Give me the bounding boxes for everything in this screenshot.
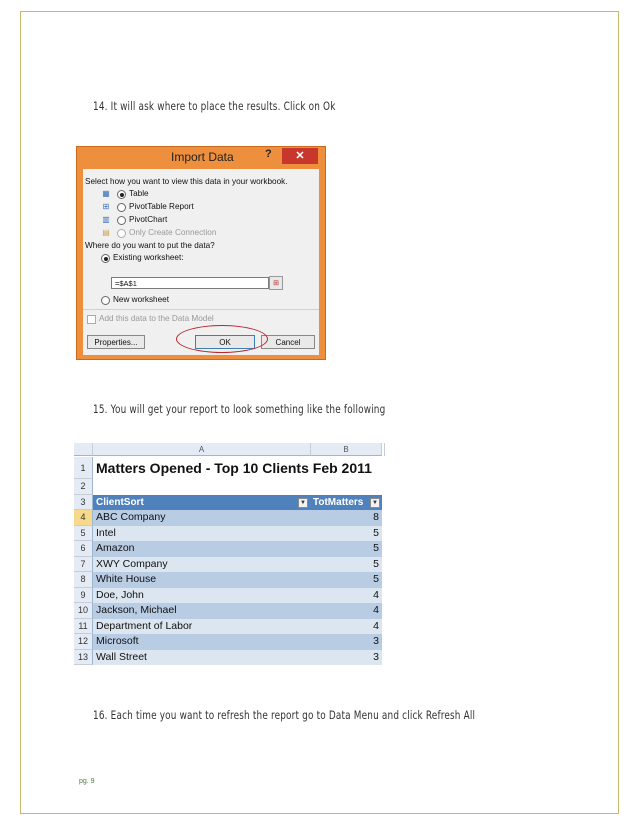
ok-highlight-ellipse (176, 325, 268, 353)
ok-button[interactable]: OK (195, 335, 255, 349)
page-number: pg. 9 (79, 778, 95, 785)
row-number[interactable]: 4 (74, 510, 93, 526)
report-spreadsheet (74, 443, 382, 665)
row-number[interactable]: 5 (74, 526, 93, 542)
matters-count-cell[interactable]: 3 (311, 650, 382, 666)
cancel-button[interactable]: Cancel (261, 335, 315, 349)
client-cell[interactable]: Intel (93, 526, 311, 542)
dialog-separator (83, 309, 319, 310)
matters-count-cell[interactable]: 4 (311, 619, 382, 635)
row-number[interactable]: 13 (74, 650, 93, 666)
properties-button[interactable]: Properties... (87, 335, 145, 349)
pivotchart-option-label: PivotChart (129, 215, 168, 224)
column-header-a[interactable]: A (93, 443, 311, 456)
row-number[interactable]: 7 (74, 557, 93, 573)
column-header-b-spacer (384, 443, 385, 456)
row-number[interactable]: 2 (74, 479, 93, 495)
pivottable-radio[interactable] (117, 203, 126, 212)
row-number[interactable]: 6 (74, 541, 93, 557)
table-icon: ▦ (102, 189, 110, 198)
connection-radio (117, 229, 126, 238)
header-totmatters[interactable]: TotMatters (311, 495, 382, 511)
view-prompt: Select how you want to view this data in your workbook. (85, 177, 288, 186)
new-worksheet-radio[interactable] (101, 296, 110, 305)
connection-option-label: Only Create Connection (129, 228, 217, 237)
matters-count-cell[interactable]: 5 (311, 541, 382, 557)
close-button[interactable]: ✕ (282, 148, 318, 164)
matters-count-cell[interactable]: 4 (311, 603, 382, 619)
client-cell[interactable]: White House (93, 572, 311, 588)
row-number[interactable]: 3 (74, 495, 93, 511)
existing-worksheet-label: Existing worksheet: (113, 253, 184, 262)
help-button[interactable]: ? (265, 148, 272, 160)
report-title[interactable]: Matters Opened - Top 10 Clients Feb 2011 (96, 460, 372, 476)
row-number[interactable]: 8 (74, 572, 93, 588)
client-cell[interactable]: Amazon (93, 541, 311, 557)
pivottable-icon: ⊞ (102, 202, 110, 211)
matters-count-cell[interactable]: 3 (311, 634, 382, 650)
dialog-title: Import Data (171, 150, 234, 164)
row-number[interactable]: 11 (74, 619, 93, 635)
dialog-title-bar (77, 147, 325, 169)
step-16-text: 16. Each time you want to refresh the report go to Data Menu and click Refresh All (93, 708, 476, 722)
step-14-text: 14. It will ask where to place the results. Click on Ok (93, 99, 336, 113)
filter-dropdown-icon[interactable]: ▼ (298, 498, 308, 508)
table-radio[interactable] (117, 190, 126, 199)
client-cell[interactable]: Microsoft (93, 634, 311, 650)
matters-count-cell[interactable]: 5 (311, 572, 382, 588)
table-option-label: Table (129, 189, 149, 198)
pivottable-option-label: PivotTable Report (129, 202, 194, 211)
client-cell[interactable]: Doe, John (93, 588, 311, 604)
new-worksheet-label: New worksheet (113, 295, 169, 304)
row-number[interactable]: 1 (74, 457, 93, 479)
place-prompt: Where do you want to put the data? (85, 241, 215, 250)
matters-count-cell[interactable]: 5 (311, 557, 382, 573)
client-cell[interactable]: Jackson, Michael (93, 603, 311, 619)
filter-dropdown-icon[interactable]: ▼ (370, 498, 380, 508)
data-model-checkbox (87, 315, 96, 324)
row-number[interactable]: 10 (74, 603, 93, 619)
data-model-label: Add this data to the Data Model (99, 314, 214, 323)
range-input[interactable]: =$A$1 (111, 277, 269, 289)
select-all-corner[interactable] (74, 443, 93, 456)
matters-count-cell[interactable]: 8 (311, 510, 382, 526)
column-header-b[interactable]: B (311, 443, 382, 456)
pivotchart-icon: ▥ (102, 215, 110, 224)
matters-count-cell[interactable]: 4 (311, 588, 382, 604)
client-cell[interactable]: XWY Company (93, 557, 311, 573)
range-picker-icon[interactable]: ⊞ (269, 276, 283, 290)
step-15-text: 15. You will get your report to look something like the following (93, 402, 386, 416)
header-clientsort[interactable]: ClientSort (93, 495, 311, 511)
matters-count-cell[interactable]: 5 (311, 526, 382, 542)
client-cell[interactable]: ABC Company (93, 510, 311, 526)
pivotchart-radio[interactable] (117, 216, 126, 225)
client-cell[interactable]: Department of Labor (93, 619, 311, 635)
connection-icon: ▤ (102, 228, 110, 237)
existing-worksheet-radio[interactable] (101, 254, 110, 263)
client-cell[interactable]: Wall Street (93, 650, 311, 666)
row-number[interactable]: 9 (74, 588, 93, 604)
row-number[interactable]: 12 (74, 634, 93, 650)
